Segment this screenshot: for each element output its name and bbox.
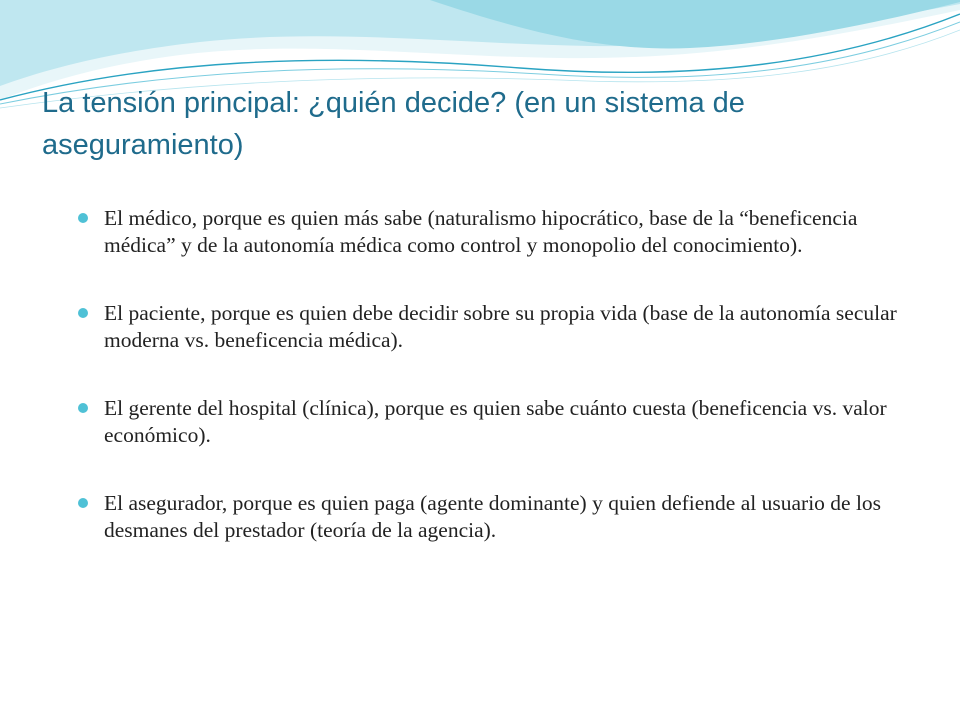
bullet-text: El asegurador, porque es quien paga (agente dominante) y quien defiende al usuario de los desmanes del prestador (teoría de la agencia).: [104, 491, 882, 542]
bullet-item: [78, 205, 918, 258]
bullet-icon: [78, 308, 88, 318]
bullet-item: [78, 395, 918, 448]
bullet-icon: [78, 403, 88, 413]
bullet-item: [78, 490, 918, 543]
bullet-text: El paciente, porque es quien debe decidir sobre su propia vida (base de la autonomía secular moderna vs. beneficencia médica).: [104, 301, 897, 352]
bullet-icon: [78, 213, 88, 223]
bullet-item: [78, 300, 918, 353]
bullet-list: [78, 205, 918, 585]
bullet-text: El médico, porque es quien más sabe (naturalismo hipocrático, base de la “beneficencia médica” y de la autonomía médica como control y monopolio del conocimiento).: [104, 206, 858, 257]
slide-title: La tensión principal: ¿quién decide? (en un sistema de aseguramiento): [42, 87, 745, 162]
bullet-text: El gerente del hospital (clínica), porque es quien sabe cuánto cuesta (beneficencia vs. valor económico).: [104, 396, 887, 447]
bullet-icon: [78, 498, 88, 508]
